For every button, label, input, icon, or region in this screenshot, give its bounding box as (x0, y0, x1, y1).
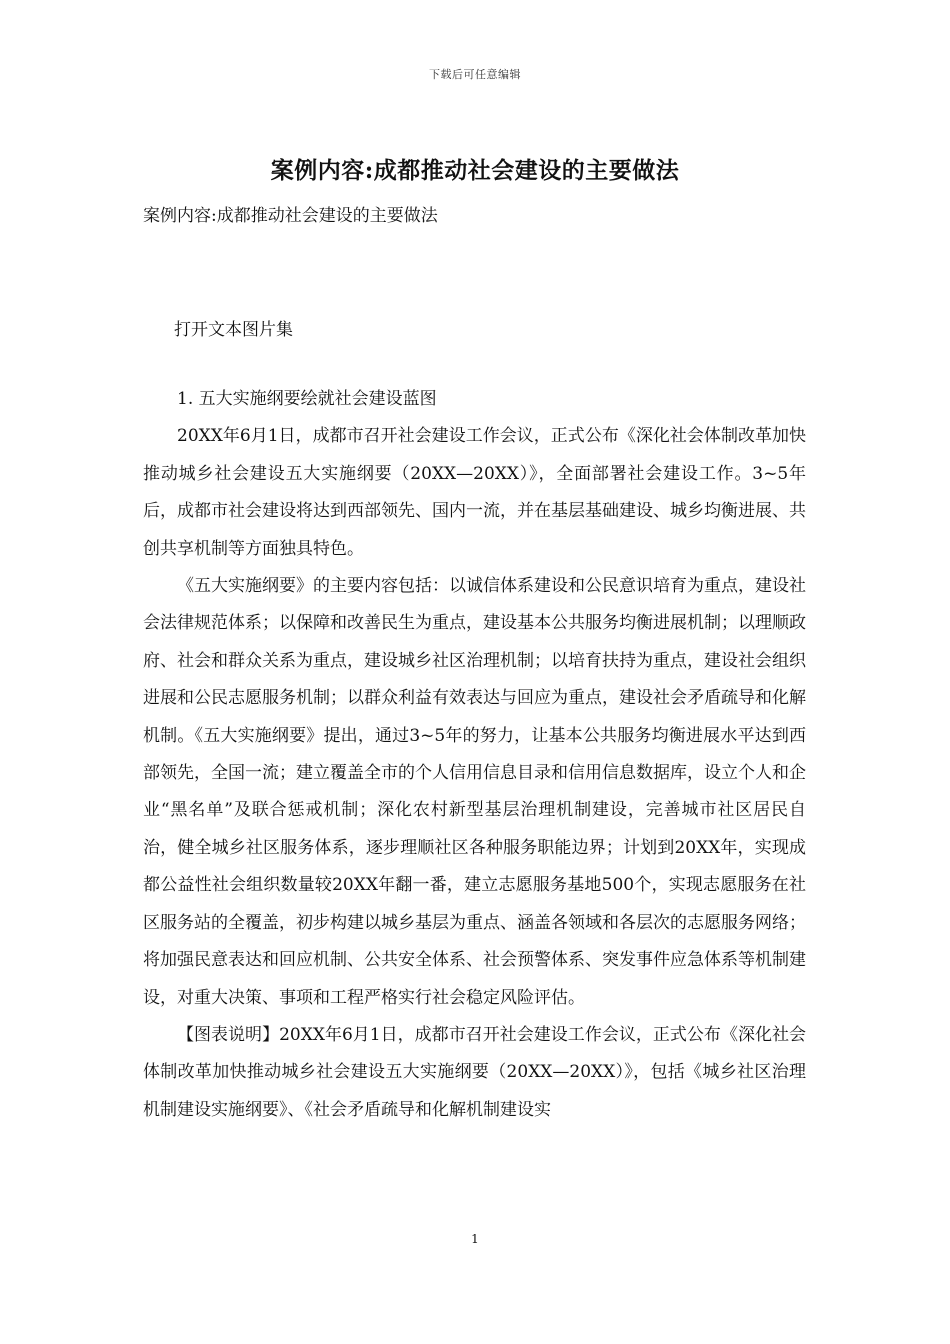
document-subtitle: 案例内容:成都推动社会建设的主要做法 (143, 206, 438, 226)
body-paragraph: 《五大实施纲要》的主要内容包括：以诚信体系建设和公民意识培育为重点，建设社会法律规范体系；以保障和改善民生为重点，建设基本公共服务均衡进展机制；以理顺政府、社会和群众关系为重点，建设城乡社区治理机制；以培育扶持为重点，建设社会组织进展和公民志愿服务机制；以群众利益有效表达与回应为重点，建设社会矛盾疏导和化解机制。《五大实施纲要》提出，通过3~5年的努力，让基本公共服务均衡进展水平达到西部领先，全国一流；建立覆盖全市的个人信用信息目录和信用信息数据库，设立个人和企业“黑名单”及联合惩戒机制；深化农村新型基层治理机制建设，完善城市社区居民自治，健全城乡社区服务体系，逐步理顺社区各种服务职能边界；计划到20XX年，实现成都公益性社会组织数量较20XX年翻一番，建立志愿服务基地500个，实现志愿服务在社区服务站的全覆盖，初步构建以城乡基层为重点、涵盖各领域和各层次的志愿服务网络；将加强民意表达和回应机制、公共安全体系、社会预警体系、突发事件应急体系等机制建设，对重大决策、事项和工程严格实行社会稳定风险评估。 (143, 576, 806, 1008)
body-paragraph: 20XX年6月1日，成都市召开社会建设工作会议，正式公布《深化社会体制改革加快推动城乡社会建设五大实施纲要（20XX—20XX）》，全面部署社会建设工作。3~5年后，成都市社会建设将达到西部领先、国内一流，并在基层基础建设、城乡均衡进展、共创共享机制等方面独具特色。 (143, 426, 806, 559)
image-gallery-link[interactable]: 打开文本图片集 (174, 320, 293, 340)
document-title: 案例内容:成都推动社会建设的主要做法 (270, 157, 680, 184)
page-header-note: 下载后可任意编辑 (429, 68, 521, 81)
document-body (143, 381, 806, 1129)
body-paragraph: 【图表说明】20XX年6月1日，成都市召开社会建设工作会议，正式公布《深化社会体制改革加快推动城乡社会建设五大实施纲要（20XX—20XX）》，包括《城乡社区治理机制建设实施纲要》、《社会矛盾疏导和化解机制建设实 (143, 1024, 806, 1120)
section-heading: 1. 五大实施纲要绘就社会建设蓝图 (177, 389, 437, 409)
page-number: 1 (471, 1232, 479, 1246)
